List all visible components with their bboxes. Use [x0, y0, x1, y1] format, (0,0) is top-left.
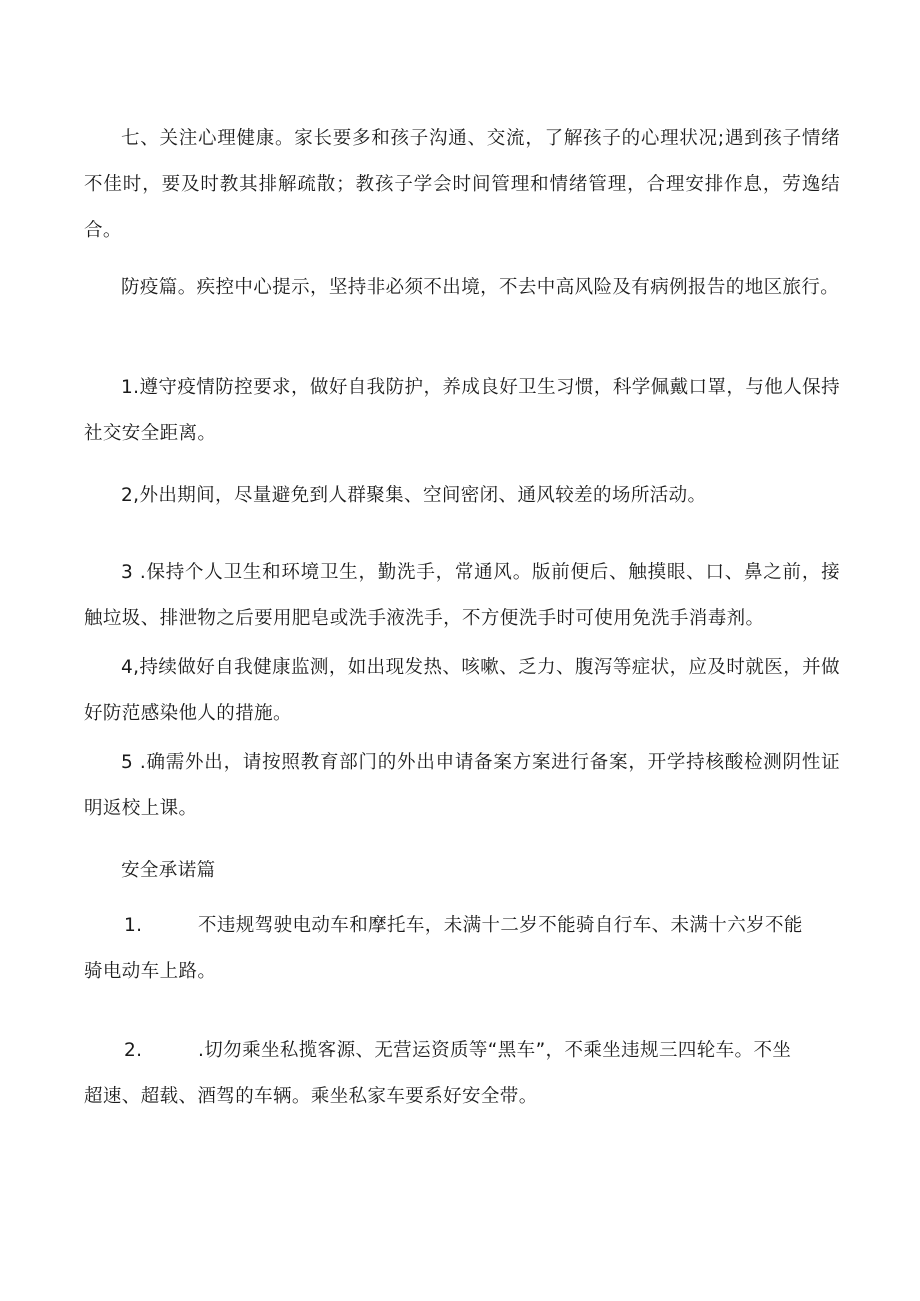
paragraph-epidemic-intro: 防疫篇。疾控中心提示，坚持非必须不出境，不去中高风险及有病例报告的地区旅行。: [121, 277, 840, 298]
pledge-item-text-line1: 不违规驾驶电动车和摩托车，未满十二岁不能骑自行车、未满十六岁不能: [198, 915, 803, 936]
pledge-item-text-rest: 骑电动车上路。: [84, 961, 217, 982]
paragraph-mental-health: 七、关注心理健康。家长要多和孩子沟通、交流，了解孩子的心理状况;遇到孩子情绪不佳时，要及时教其排解疏散；教孩子学会时间管理和情绪管理，合理安排作息，劳逸结合。: [84, 128, 840, 241]
pledge-item-1: [84, 903, 840, 995]
pledge-item-text-rest: 超速、超载、酒驾的车辆。乘坐私家车要系好安全带。: [84, 1086, 538, 1107]
section-heading-safety-pledge: 安全承诺篇: [121, 860, 216, 881]
paragraph-epidemic-item-1: 1.遵守疫情防控要求，做好自我防护，养成良好卫生习惯，科学佩戴口罩，与他人保持社交安全距离。: [84, 377, 840, 444]
paragraph-epidemic-item-5: 5 .确需外出，请按照教育部门的外出申请备案方案进行备案，开学持核酸检测阴性证明返校上课。: [84, 752, 840, 819]
pledge-item-2: [84, 1028, 840, 1120]
pledge-item-number: 1.: [124, 915, 143, 936]
pledge-item-text-line1: .切勿乘坐私揽客源、无营运资质等“黑车”，不乘坐违规三四轮车。不坐: [198, 1040, 792, 1061]
paragraph-epidemic-item-2: 2,外出期间，尽量避免到人群聚集、空间密闭、通风较差的场所活动。: [121, 485, 707, 506]
paragraph-epidemic-item-3: 3 .保持个人卫生和环境卫生，勤洗手，常通风。版前便后、触摸眼、口、鼻之前，接触垃圾、排泄物之后要用肥皂或洗手液洗手，不方便洗手时可使用免洗手消毒剂。: [84, 562, 840, 629]
pledge-item-number: 2.: [124, 1040, 143, 1061]
paragraph-epidemic-item-4: 4,持续做好自我健康监测，如出现发热、咳嗽、乏力、腹泻等症状，应及时就医，并做好防范感染他人的措施。: [84, 657, 840, 724]
